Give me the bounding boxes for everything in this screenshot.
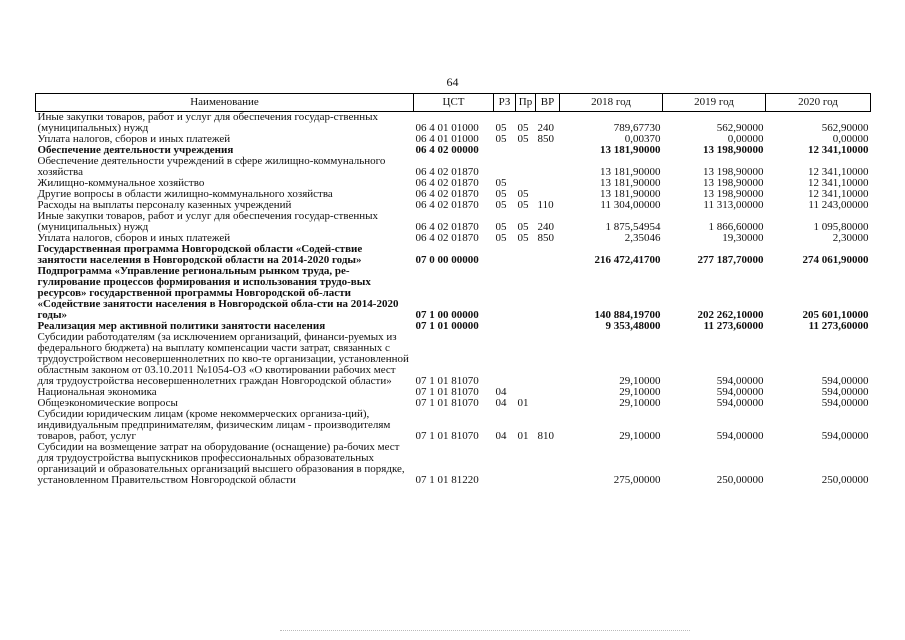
header-2019: 2019 год xyxy=(663,94,766,112)
row-cst: 07 0 00 00000 xyxy=(415,254,479,266)
row-2018: 13 181,90000 xyxy=(600,144,661,156)
row-pr xyxy=(516,156,536,178)
row-vr xyxy=(536,244,560,266)
row-pr: 01 xyxy=(517,430,529,442)
row-cst: 06 4 02 01870 xyxy=(415,188,479,200)
row-name: Национальная экономика xyxy=(37,386,157,398)
header-name: Наименование xyxy=(36,94,414,112)
row-2019: 594,00000 xyxy=(716,386,764,398)
row-rz: 05 xyxy=(495,133,507,145)
row-cst: 07 1 01 00000 xyxy=(415,320,479,332)
row-2019: 277 187,70000 xyxy=(697,254,764,266)
row-name: Иные закупки товаров, работ и услуг для обеспечения государ-ственных (муниципальных) нужд xyxy=(37,111,379,134)
row-pr: 05 xyxy=(517,232,529,244)
row-vr xyxy=(536,178,560,189)
row-vr: 810 xyxy=(537,430,554,442)
row-2019: 202 262,10000 xyxy=(697,309,764,321)
row-rz xyxy=(494,145,516,156)
row-rz xyxy=(494,244,516,266)
row-rz xyxy=(494,266,516,321)
row-name: Иные закупки товаров, работ и услуг для обеспечения государ-ственных (муниципальных) нужд xyxy=(37,210,379,233)
row-2018: 11 304,00000 xyxy=(600,199,661,211)
row-2019: 13 198,90000 xyxy=(703,166,764,178)
row-2018: 13 181,90000 xyxy=(600,188,661,200)
row-rz: 05 xyxy=(495,232,507,244)
row-2018: 29,10000 xyxy=(619,430,661,442)
header-cst: ЦСТ xyxy=(414,94,494,112)
row-name: Государственная программа Новгородской области «Содей-ствие занятости населения в Новгородской области на 2014-2020 годы» xyxy=(37,243,363,266)
row-2018: 29,10000 xyxy=(619,397,661,409)
row-cst: 06 4 02 01870 xyxy=(415,221,479,233)
row-2020: 205 601,10000 xyxy=(802,309,869,321)
row-2020: 594,00000 xyxy=(821,375,869,387)
row-2020: 594,00000 xyxy=(821,386,869,398)
row-cst: 07 1 00 00000 xyxy=(415,309,479,321)
row-rz: 05 xyxy=(495,177,507,189)
row-name: Подпрограмма «Управление региональным рынком труда, ре-гулирование процессов формирования и использования трудо-вых ресурсов» государственной программы Новгородской об-ласти «Содействие занятости населения в Новгородской обла-сти на 2014-2020 годы» xyxy=(37,265,399,321)
row-name: Обеспечение деятельности учреждений в сфере жилищно-коммунального хозяйства xyxy=(37,155,386,178)
row-cst: 06 4 02 01870 xyxy=(415,166,479,178)
row-2019: 1 866,60000 xyxy=(708,221,764,233)
row-2019: 19,30000 xyxy=(722,232,764,244)
header-2020: 2020 год xyxy=(766,94,871,112)
row-vr: 850 xyxy=(537,232,554,244)
row-cst: 06 4 02 01870 xyxy=(415,177,479,189)
row-cst: 06 4 01 01000 xyxy=(415,133,479,145)
row-name: Общеэкономические вопросы xyxy=(37,397,178,409)
row-2020: 11 243,00000 xyxy=(808,199,869,211)
row-pr: 05 xyxy=(517,199,529,211)
row-name: Жилищно-коммунальное хозяйство xyxy=(37,177,205,189)
row-vr: 240 xyxy=(537,122,554,134)
header-pr: Пр xyxy=(516,94,536,112)
row-2018: 29,10000 xyxy=(619,386,661,398)
row-rz: 05 xyxy=(495,188,507,200)
table-header xyxy=(36,94,871,112)
row-name: Субсидии юридическим лицам (кроме некоммерческих организа-ций), индивидуальным предпринимателям, физическим лицам - производителям товаров, работ, услуг xyxy=(37,408,391,442)
row-vr xyxy=(536,387,560,398)
row-2018: 216 472,41700 xyxy=(594,254,661,266)
row-2020: 594,00000 xyxy=(821,397,869,409)
row-2018: 140 884,19700 xyxy=(594,309,661,321)
row-2019: 594,00000 xyxy=(716,375,764,387)
row-pr: 05 xyxy=(517,221,529,233)
row-2018: 2,35046 xyxy=(624,232,661,244)
row-2019: 11 313,00000 xyxy=(703,199,764,211)
row-name: Субсидии работодателям (за исключением организаций, финанси-руемых из федерального бюджета) на выплату компенсации части затрат, связанных с трудоустройством несовершеннолетних по кво-те организации, установленной областным законом от 03.10.2011 №1054-ОЗ «О квотировании рабочих мест для трудоустройства несовершеннолетних граждан Новгородской области» xyxy=(37,331,409,387)
row-cst: 06 4 02 01870 xyxy=(415,199,479,211)
row-pr xyxy=(516,321,536,332)
row-pr: 05 xyxy=(517,122,529,134)
header-vr: ВР xyxy=(536,94,560,112)
table-row xyxy=(36,156,871,178)
row-2019: 594,00000 xyxy=(716,397,764,409)
row-name: Субсидии на возмещение затрат на оборудование (оснащение) ра-бочих мест для трудоустройства выпускников профессиональных образовательных организаций и образовательных организаций высшего образования в порядке, установленном Правительством Новгородской области xyxy=(37,441,405,486)
row-cst: 06 4 02 00000 xyxy=(415,144,479,156)
page-number: 64 xyxy=(446,75,459,89)
row-rz xyxy=(494,442,516,486)
row-cst: 06 4 01 01000 xyxy=(415,122,479,134)
row-cst: 06 4 02 01870 xyxy=(415,232,479,244)
row-pr xyxy=(516,442,536,486)
row-2018: 0,00370 xyxy=(624,133,661,145)
row-rz: 05 xyxy=(495,199,507,211)
row-pr xyxy=(516,244,536,266)
header-rz: РЗ xyxy=(494,94,516,112)
row-2019: 562,90000 xyxy=(716,122,764,134)
budget-table xyxy=(35,93,871,486)
row-2020: 12 341,10000 xyxy=(808,166,869,178)
row-2020: 12 341,10000 xyxy=(808,177,869,189)
row-2020: 12 341,10000 xyxy=(808,144,869,156)
row-cst: 07 1 01 81220 xyxy=(415,474,479,486)
row-2020: 0,00000 xyxy=(832,133,869,145)
table-body xyxy=(36,112,871,487)
row-vr xyxy=(536,332,560,387)
table-row xyxy=(36,112,871,135)
table-row xyxy=(36,332,871,387)
row-pr xyxy=(516,145,536,156)
row-2018: 13 181,90000 xyxy=(600,166,661,178)
row-2019: 0,00000 xyxy=(727,133,764,145)
row-2018: 789,67730 xyxy=(613,122,661,134)
row-cst: 07 1 01 81070 xyxy=(415,397,479,409)
row-vr xyxy=(536,321,560,332)
row-name: Расходы на выплаты персоналу казенных учреждений xyxy=(37,199,292,211)
row-2020: 594,00000 xyxy=(821,430,869,442)
header-2018: 2018 год xyxy=(560,94,663,112)
row-name: Обеспечение деятельности учреждения xyxy=(37,144,234,156)
row-rz: 04 xyxy=(495,397,507,409)
table-row xyxy=(36,442,871,486)
row-2020: 11 273,60000 xyxy=(808,320,869,332)
row-pr: 05 xyxy=(517,188,529,200)
row-2018: 1 875,54954 xyxy=(605,221,661,233)
row-vr xyxy=(536,145,560,156)
row-cst: 07 1 01 81070 xyxy=(415,430,479,442)
row-vr: 240 xyxy=(537,221,554,233)
row-2019: 250,00000 xyxy=(716,474,764,486)
row-vr: 110 xyxy=(537,199,554,211)
row-vr xyxy=(536,398,560,409)
row-2020: 12 341,10000 xyxy=(808,188,869,200)
row-2019: 13 198,90000 xyxy=(703,177,764,189)
row-pr xyxy=(516,332,536,387)
row-cst: 07 1 01 81070 xyxy=(415,386,479,398)
row-vr xyxy=(536,442,560,486)
row-rz: 05 xyxy=(495,122,507,134)
table-row xyxy=(36,211,871,233)
row-name: Реализация мер активной политики занятости населения xyxy=(37,320,326,332)
row-name: Уплата налогов, сборов и иных платежей xyxy=(37,133,231,145)
row-2018: 275,00000 xyxy=(613,474,661,486)
row-2019: 11 273,60000 xyxy=(703,320,764,332)
row-2018: 29,10000 xyxy=(619,375,661,387)
table-row xyxy=(36,409,871,442)
row-vr xyxy=(536,156,560,178)
row-2019: 594,00000 xyxy=(716,430,764,442)
row-2020: 250,00000 xyxy=(821,474,869,486)
table-row xyxy=(36,266,871,321)
row-2019: 13 198,90000 xyxy=(703,188,764,200)
row-2019: 13 198,90000 xyxy=(703,144,764,156)
row-pr: 01 xyxy=(517,397,529,409)
row-vr xyxy=(536,266,560,321)
row-vr: 850 xyxy=(537,133,554,145)
row-2018: 13 181,90000 xyxy=(600,177,661,189)
table-row xyxy=(36,244,871,266)
row-rz xyxy=(494,156,516,178)
row-rz xyxy=(494,321,516,332)
page-bottom-rule xyxy=(280,630,690,631)
row-name: Уплата налогов, сборов и иных платежей xyxy=(37,232,231,244)
row-2020: 562,90000 xyxy=(821,122,869,134)
row-2020: 274 061,90000 xyxy=(802,254,869,266)
row-rz: 05 xyxy=(495,221,507,233)
row-pr: 05 xyxy=(517,133,529,145)
row-rz: 04 xyxy=(495,430,507,442)
row-2020: 2,30000 xyxy=(832,232,869,244)
row-name: Другие вопросы в области жилищно-коммунального хозяйства xyxy=(37,188,333,200)
row-2018: 9 353,48000 xyxy=(605,320,661,332)
row-pr xyxy=(516,266,536,321)
row-cst: 07 1 01 81070 xyxy=(415,375,479,387)
row-2020: 1 095,80000 xyxy=(813,221,869,233)
row-rz xyxy=(494,332,516,387)
row-rz: 04 xyxy=(495,386,507,398)
